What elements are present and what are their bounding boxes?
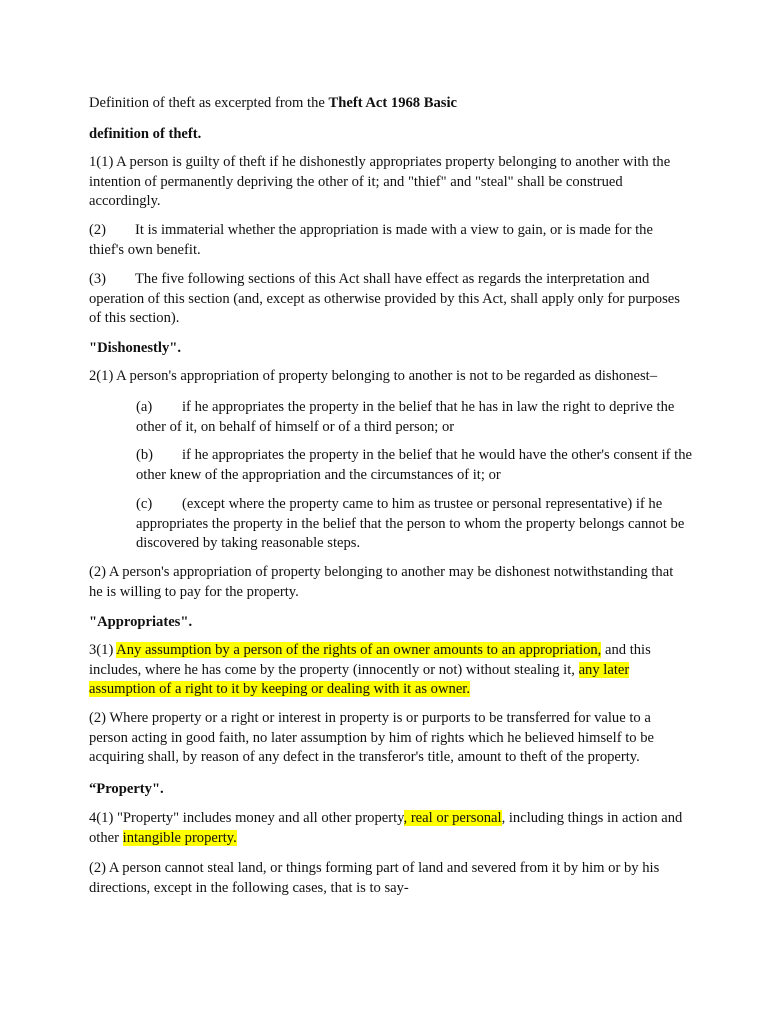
section-1-3	[89, 270, 689, 329]
highlighted-text: Any assumption by a person of the rights of an owner amounts to an appropriation,	[116, 642, 602, 658]
section-2-2: (2) A person's appropriation of property belonging to another may be dishonest notwithstanding that he is willing to pay for the property.	[89, 564, 674, 600]
definition-heading: definition of theft.	[89, 126, 202, 142]
section-2-1-a	[136, 398, 696, 437]
section-3-1	[89, 641, 689, 700]
section-1-3-number: (3)	[89, 271, 107, 287]
section-2-1-c-text: (except where the property came to him as trustee or personal representative) if he appropriates the property in the belief that the person to whom the property belongs cannot be discovered by taking reasonable steps.	[136, 496, 685, 551]
act-title: Theft Act 1968 Basic	[328, 95, 457, 111]
appropriates-heading: "Appropriates".	[89, 614, 193, 630]
highlighted-text: any later assumption of a right to it by keeping or dealing with it as owner.	[89, 661, 630, 697]
section-1-2	[89, 221, 689, 260]
dishonestly-heading: "Dishonestly".	[89, 340, 182, 356]
section-1-2-text: It is immaterial whether the appropriation is made with a view to gain, or is made for the thief's own benefit.	[89, 222, 653, 258]
section-4-1-text: 4(1) "Property" includes money and all other property	[89, 810, 404, 826]
section-2-1-a-text: if he appropriates the property in the belief that he has in law the right to deprive the other of it, on behalf of himself or of a third person; or	[136, 399, 675, 435]
section-2-1-a-number: (a)	[136, 399, 153, 415]
section-2-1-b	[136, 446, 696, 485]
section-2-1-b-number: (b)	[136, 447, 154, 463]
section-2-1: 2(1) A person's appropriation of property belonging to another is not to be regarded as dishonest–	[89, 368, 658, 384]
section-2-1-c-number: (c)	[136, 496, 153, 512]
highlighted-text: , real or personal	[403, 810, 502, 826]
section-1-3-text: The five following sections of this Act shall have effect as regards the interpretation and operation of this section (and, except as otherwise provided by this Act, shall apply only for purposes of this section).	[89, 271, 680, 326]
section-4-2: (2) A person cannot steal land, or things forming part of land and severed from it by him or by his directions, except in the following cases, that is to say-	[89, 860, 660, 896]
intro-prefix: Definition of theft as excerpted from the	[89, 95, 329, 111]
intro-line	[89, 94, 689, 114]
section-3-1-number: 3(1)	[89, 642, 117, 658]
section-1-1: 1(1) A person is guilty of theft if he dishonestly appropriates property belonging to another with the intention of permanently depriving the other of it; and "thief" and "steal" shall be construed accordingly.	[89, 154, 671, 209]
section-3-1-text: and this includes, where he has come by the property (innocently or not) without stealing it,	[89, 642, 651, 678]
section-4-1	[89, 809, 689, 848]
section-2-1-c	[136, 495, 696, 554]
section-1-2-number: (2)	[89, 222, 107, 238]
property-heading: “Property".	[89, 781, 164, 797]
section-4-1-text-continued: , including things in action and other	[89, 810, 683, 846]
highlighted-text: intangible property.	[122, 829, 237, 846]
section-2-1-b-text: if he appropriates the property in the belief that he would have the other's consent if the other knew of the appropriation and the circumstances of it; or	[136, 447, 692, 483]
section-3-2: (2) Where property or a right or interest in property is or purports to be transferred for value to a person acting in good faith, no later assumption by him of rights which he believed himself to be acquiring shall, by reason of any defect in the transferor's title, amount to theft of the property.	[89, 710, 654, 765]
